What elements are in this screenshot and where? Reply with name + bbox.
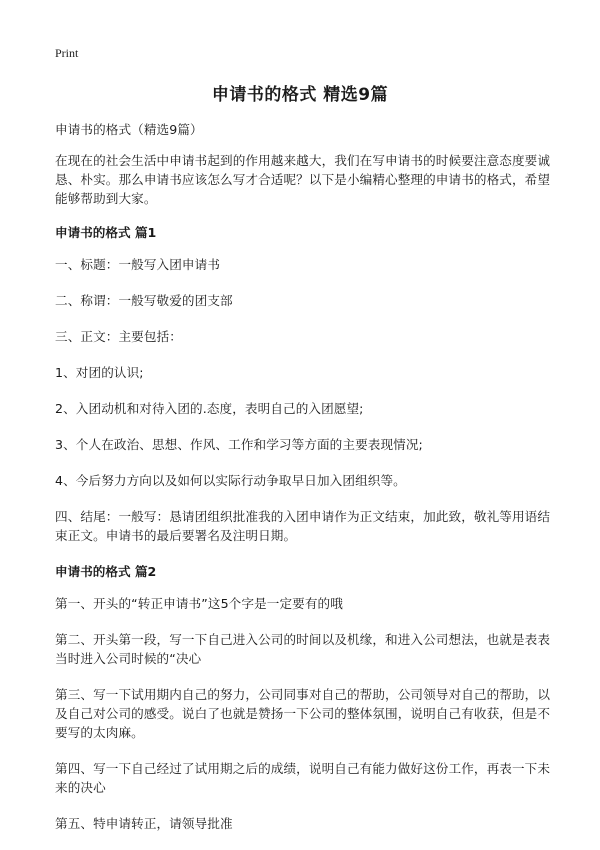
document-subtitle: 申请书的格式（精选9篇） bbox=[55, 122, 203, 137]
section-heading: 申请书的格式 篇1 bbox=[55, 225, 157, 240]
paragraph: 四、结尾：一般写：恳请团组织批准我的入团申请作为正文结束，加此致，敬礼等用语结束正文。申请书的最后要署名及注明日期。 bbox=[55, 509, 551, 543]
paragraph: 第四、写一下自己经过了试用期之后的成绩，说明自己有能力做好这份工作，再表一下未来的决心 bbox=[55, 761, 551, 795]
document-title: 申请书的格式 精选9篇 bbox=[211, 85, 389, 105]
paragraph: 2、入团动机和对待入团的.态度，表明自己的入团愿望; bbox=[55, 401, 364, 416]
paragraph: 第一、开头的“转正申请书”这5个字是一定要有的哦 bbox=[55, 596, 343, 611]
section-heading: 申请书的格式 篇2 bbox=[55, 564, 157, 579]
intro-paragraph: 在现在的社会生活中申请书起到的作用越来越大，我们在写申请书的时候要注意态度要诚恳、朴实。那么申请书应该怎么写才合适呢？以下是小编精心整理的申请书的格式，希望能够帮助到大家。 bbox=[55, 153, 551, 206]
paragraph: 第三、写一下试用期内自己的努力，公司同事对自己的帮助，公司领导对自己的帮助，以及自己对公司的感受。说白了也就是赞扬一下公司的整体氛围，说明自己有收获，但是不要写的太肉麻。 bbox=[55, 687, 551, 740]
paragraph: 第五、特申请转正，请领导批准 bbox=[55, 816, 233, 831]
paragraph: 三、正文：主要包括： bbox=[55, 329, 182, 344]
document-body bbox=[55, 120, 557, 850]
paragraph: 4、今后努力方向以及如何以实际行动争取早日加入团组织等。 bbox=[55, 473, 406, 488]
paragraph: 二、称谓：一般写敬爱的团支部 bbox=[55, 293, 233, 308]
print-label: Print bbox=[55, 46, 79, 60]
paragraph: 3、个人在政治、思想、作风、工作和学习等方面的主要表现情况; bbox=[55, 437, 423, 452]
paragraph: 第二、开头第一段，写一下自己进入公司的时间以及机缘，和进入公司想法，也就是表表当时进入公司时候的“决心 bbox=[55, 632, 551, 666]
paragraph: 1、对团的认识; bbox=[55, 365, 144, 380]
paragraph: 一、标题：一般写入团申请书 bbox=[55, 257, 221, 272]
